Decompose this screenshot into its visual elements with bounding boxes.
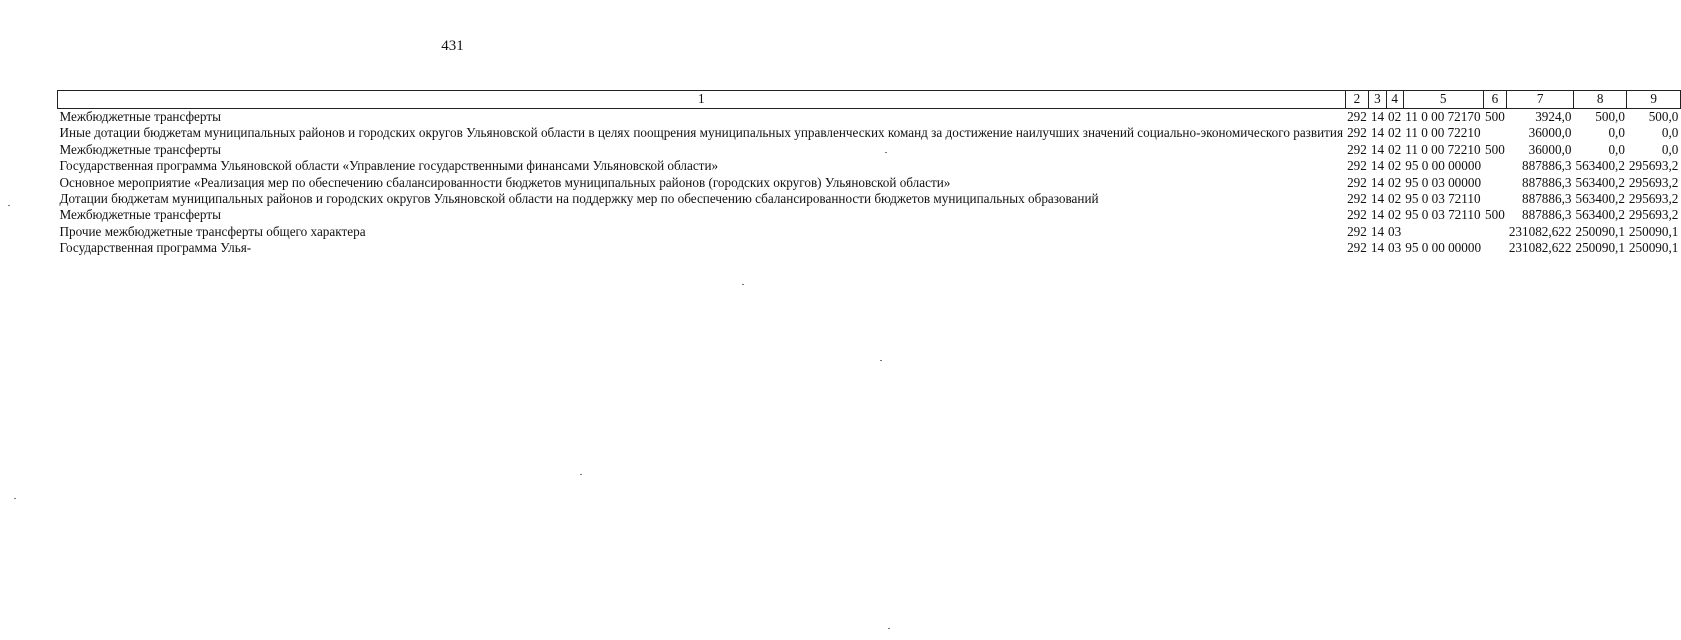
row-gr: 292 <box>1347 158 1367 174</box>
scan-speck <box>8 205 10 206</box>
row-csr <box>1403 224 1483 240</box>
column-header-2: 2 <box>1345 91 1369 109</box>
row-csr: 95 0 00 00000 <box>1405 158 1482 174</box>
row-name: Основное мероприятие «Реализация мер по обеспечению сбалансированности бюджетов муниципальных районов (городских округов) Ульяновской области» <box>59 174 951 190</box>
row-gr: 292 <box>1347 223 1367 239</box>
row-amount-9: 250090,1 <box>1628 223 1679 239</box>
scan-speck <box>888 628 890 629</box>
row-pr: 02 <box>1388 125 1402 141</box>
row-amount-9: 295693,2 <box>1628 158 1679 174</box>
row-amount-7: 887886,3 <box>1522 174 1572 190</box>
row-amount-7: 36000,0 <box>1528 141 1572 157</box>
row-amount-8: 250090,1 <box>1575 223 1625 239</box>
row-amount-8: 563400,2 <box>1575 207 1625 223</box>
row-vr <box>1483 240 1507 256</box>
row-name: Иные дотации бюджетам муниципальных районов и городских округов Ульяновской области в целях поощрения муниципальных управленческих команд за достижение наилучших значений социально-экономического развития <box>59 125 1344 141</box>
row-gr: 292 <box>1347 207 1367 223</box>
row-amount-7: 887886,3 <box>1522 158 1572 174</box>
row-amount-7: 231082,622 <box>1508 223 1572 239</box>
row-csr: 95 0 03 72110 <box>1405 191 1481 207</box>
row-vr <box>1483 125 1507 141</box>
table-row <box>58 191 1681 207</box>
row-amount-7: 231082,622 <box>1508 240 1572 256</box>
column-header-5: 5 <box>1403 91 1483 109</box>
row-gr: 292 <box>1347 125 1367 141</box>
row-vr: 500 <box>1485 141 1505 157</box>
table-row <box>58 109 1681 126</box>
row-pr: 02 <box>1388 207 1402 223</box>
table-row <box>58 142 1681 158</box>
budget-table <box>57 90 1681 257</box>
row-rz: 14 <box>1370 174 1385 190</box>
row-amount-8: 0,0 <box>1608 125 1625 141</box>
table-row <box>58 240 1681 256</box>
row-amount-8: 500,0 <box>1595 109 1625 124</box>
row-amount-8: 563400,2 <box>1575 174 1625 190</box>
row-rz: 14 <box>1370 240 1385 256</box>
row-csr: 95 0 00 00000 <box>1405 240 1482 256</box>
row-name: Межбюджетные трансферты <box>59 207 221 223</box>
table-header-row <box>58 91 1681 109</box>
row-amount-9: 250090,1 <box>1628 240 1679 256</box>
scan-speck <box>742 284 744 285</box>
row-amount-8: 563400,2 <box>1575 191 1625 207</box>
row-rz: 14 <box>1370 191 1385 207</box>
row-csr: 95 0 03 72110 <box>1405 207 1481 223</box>
row-pr: 03 <box>1388 240 1402 256</box>
row-vr: 500 <box>1485 109 1505 124</box>
scan-speck <box>580 474 582 475</box>
row-name: Межбюджетные трансферты <box>59 109 221 124</box>
page-number: 431 <box>441 38 464 54</box>
row-pr: 03 <box>1388 223 1402 239</box>
table-row <box>58 207 1681 223</box>
row-csr: 95 0 03 00000 <box>1405 174 1482 190</box>
row-amount-9: 500,0 <box>1648 109 1679 124</box>
row-gr: 292 <box>1347 191 1367 207</box>
row-name: Прочие межбюджетные трансферты общего характера <box>59 223 366 239</box>
row-amount-7: 3924,0 <box>1535 109 1572 124</box>
row-gr: 292 <box>1347 141 1367 157</box>
row-rz: 14 <box>1370 207 1385 223</box>
row-gr: 292 <box>1347 240 1367 256</box>
row-amount-9: 0,0 <box>1661 125 1679 141</box>
row-amount-7: 887886,3 <box>1522 191 1572 207</box>
row-amount-8: 0,0 <box>1608 141 1625 157</box>
table-row <box>58 125 1681 141</box>
row-amount-8: 563400,2 <box>1575 158 1625 174</box>
row-pr: 02 <box>1388 174 1402 190</box>
row-amount-9: 295693,2 <box>1628 191 1679 207</box>
row-amount-7: 36000,0 <box>1528 125 1572 141</box>
row-rz: 14 <box>1370 158 1385 174</box>
row-pr: 02 <box>1388 191 1402 207</box>
row-csr: 11 0 00 72210 <box>1405 141 1481 157</box>
table-row <box>58 224 1681 240</box>
row-vr: 500 <box>1485 207 1505 223</box>
row-gr: 292 <box>1347 174 1367 190</box>
row-amount-8: 250090,1 <box>1575 240 1625 256</box>
row-name: Межбюджетные трансферты <box>59 141 221 157</box>
row-rz: 14 <box>1370 223 1385 239</box>
row-vr <box>1483 158 1507 174</box>
column-header-3: 3 <box>1369 91 1386 109</box>
row-name: Дотации бюджетам муниципальных районов и городских округов Ульяновской области на поддержку мер по обеспечению сбалансированности бюджетов муниципальных образований <box>59 191 1099 207</box>
row-rz: 14 <box>1370 109 1385 124</box>
row-vr <box>1483 224 1507 240</box>
column-header-1: 1 <box>58 91 1346 109</box>
column-header-8: 8 <box>1573 91 1626 109</box>
column-header-7: 7 <box>1507 91 1574 109</box>
column-header-6: 6 <box>1483 91 1507 109</box>
row-name: Государственная программа Ульяновской области «Управление государственными финансами Ульяновской области» <box>59 158 719 174</box>
row-rz: 14 <box>1370 125 1385 141</box>
row-csr: 11 0 00 72170 <box>1405 109 1481 124</box>
row-gr: 292 <box>1347 109 1367 124</box>
row-amount-9: 0,0 <box>1661 141 1679 157</box>
scan-speck <box>14 498 16 499</box>
row-amount-9: 295693,2 <box>1628 207 1679 223</box>
column-header-4: 4 <box>1386 91 1403 109</box>
scan-speck <box>880 360 882 361</box>
column-header-9: 9 <box>1627 91 1680 109</box>
scan-speck <box>885 152 887 153</box>
row-csr: 11 0 00 72210 <box>1405 125 1481 141</box>
row-pr: 02 <box>1388 109 1402 124</box>
row-amount-9: 295693,2 <box>1628 174 1679 190</box>
row-pr: 02 <box>1388 141 1402 157</box>
row-vr <box>1483 191 1507 207</box>
table-row <box>58 175 1681 191</box>
row-amount-7: 887886,3 <box>1522 207 1572 223</box>
row-pr: 02 <box>1388 158 1402 174</box>
row-name: Государственная программа Улья- <box>59 240 252 256</box>
row-rz: 14 <box>1370 141 1385 157</box>
row-vr <box>1483 175 1507 191</box>
table-row <box>58 158 1681 174</box>
